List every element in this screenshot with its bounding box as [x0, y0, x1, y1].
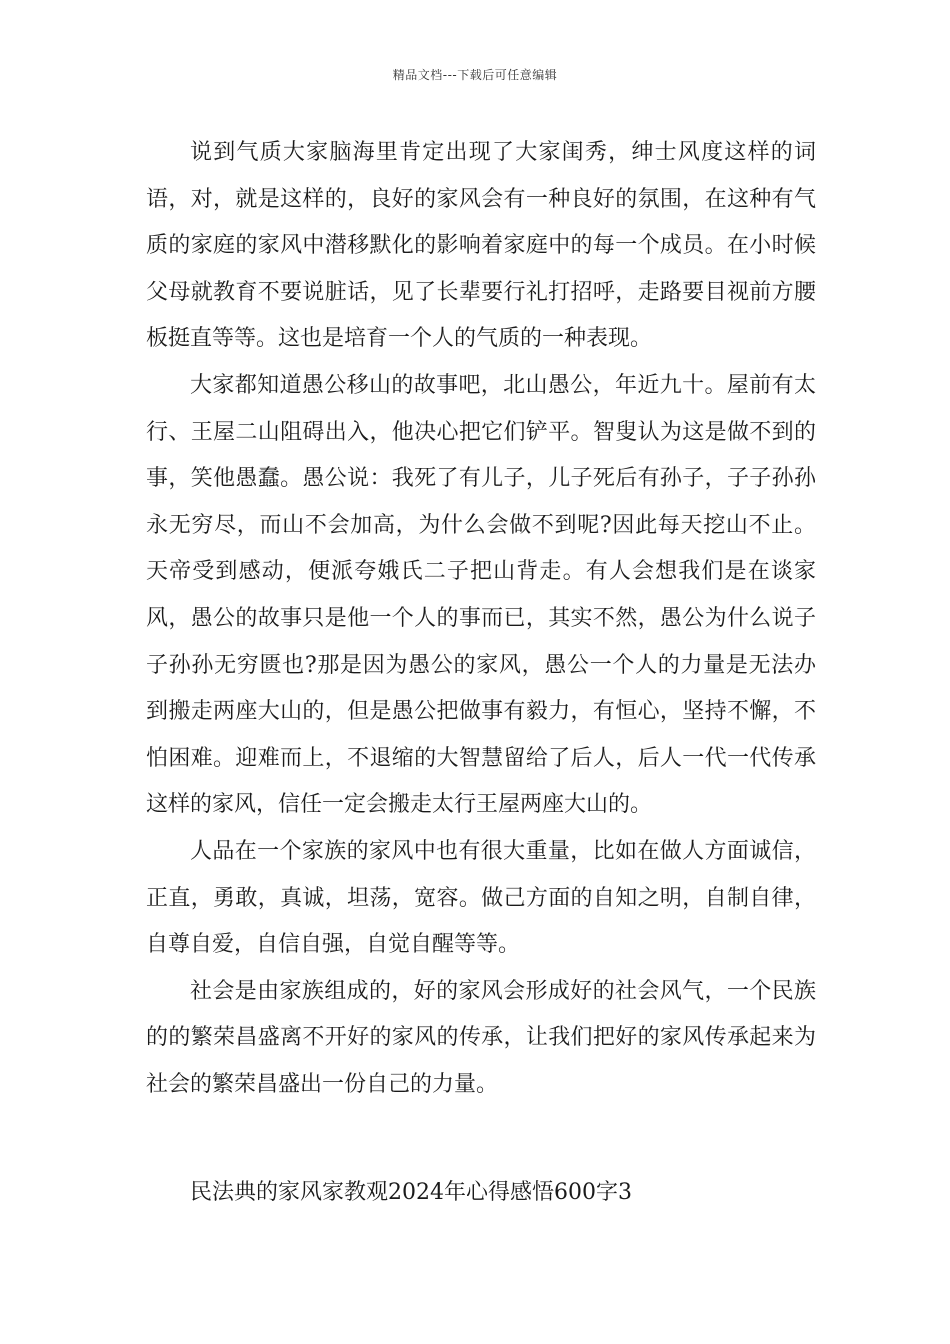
paragraph-society: 社会是由家族组成的，好的家风会形成好的社会风气，一个民族的的繁荣昌盛离不开好的家风的传承，让我们把好的家风传承起来为社会的繁荣昌盛出一份自己的力量。 — [146, 978, 816, 1097]
page-header: 精品文档---下载后可任意编辑 — [392, 68, 558, 82]
paragraph-yugong: 大家都知道愚公移山的故事吧，北山愚公，年近九十。屋前有太行、王屋二山阻碍出入，他决心把它们铲平。智叟认为这是做不到的事，笑他愚蠢。愚公说：我死了有儿子，儿子死后有孙子，子子孙孙永无穷尽，而山不会加高，为什么会做不到呢?因此每天挖山不止。天帝受到感动，便派夸娥氏二子把山背走。有人会想我们是在谈家风，愚公的故事只是他一个人的事而已，其实不然，愚公为什么说子子孙孙无穷匮也?那是因为愚公的家风，愚公一个人的力量是无法办到搬走两座大山的，但是愚公把做事有毅力，有恒心，坚持不懈，不怕困难。迎难而上，不退缩的大智慧留给了后人，后人一代一代传承这样的家风，信任一定会搬走太行王屋两座大山的。 — [146, 372, 816, 818]
paragraph-character: 人品在一个家族的家风中也有很大重量，比如在做人方面诚信，正直，勇敢，真诚，坦荡，宽容。做己方面的自知之明，自制自律，自尊自爱，自信自强，自觉自醒等等。 — [146, 838, 816, 958]
paragraph-temperament: 说到气质大家脑海里肯定出现了大家闺秀，绅士风度这样的词语，对，就是这样的，良好的家风会有一种良好的氛围，在这种有气质的家庭的家风中潜移默化的影响着家庭中的每一个成员。在小时候父母就教育不要说脏话，见了长辈要行礼打招呼，走路要目视前方腰板挺直等等。这也是培育一个人的气质的一种表现。 — [146, 140, 816, 352]
section-heading: 民法典的家风家教观2024年心得感悟600字3 — [190, 1180, 632, 1205]
document-body — [146, 130, 816, 1108]
